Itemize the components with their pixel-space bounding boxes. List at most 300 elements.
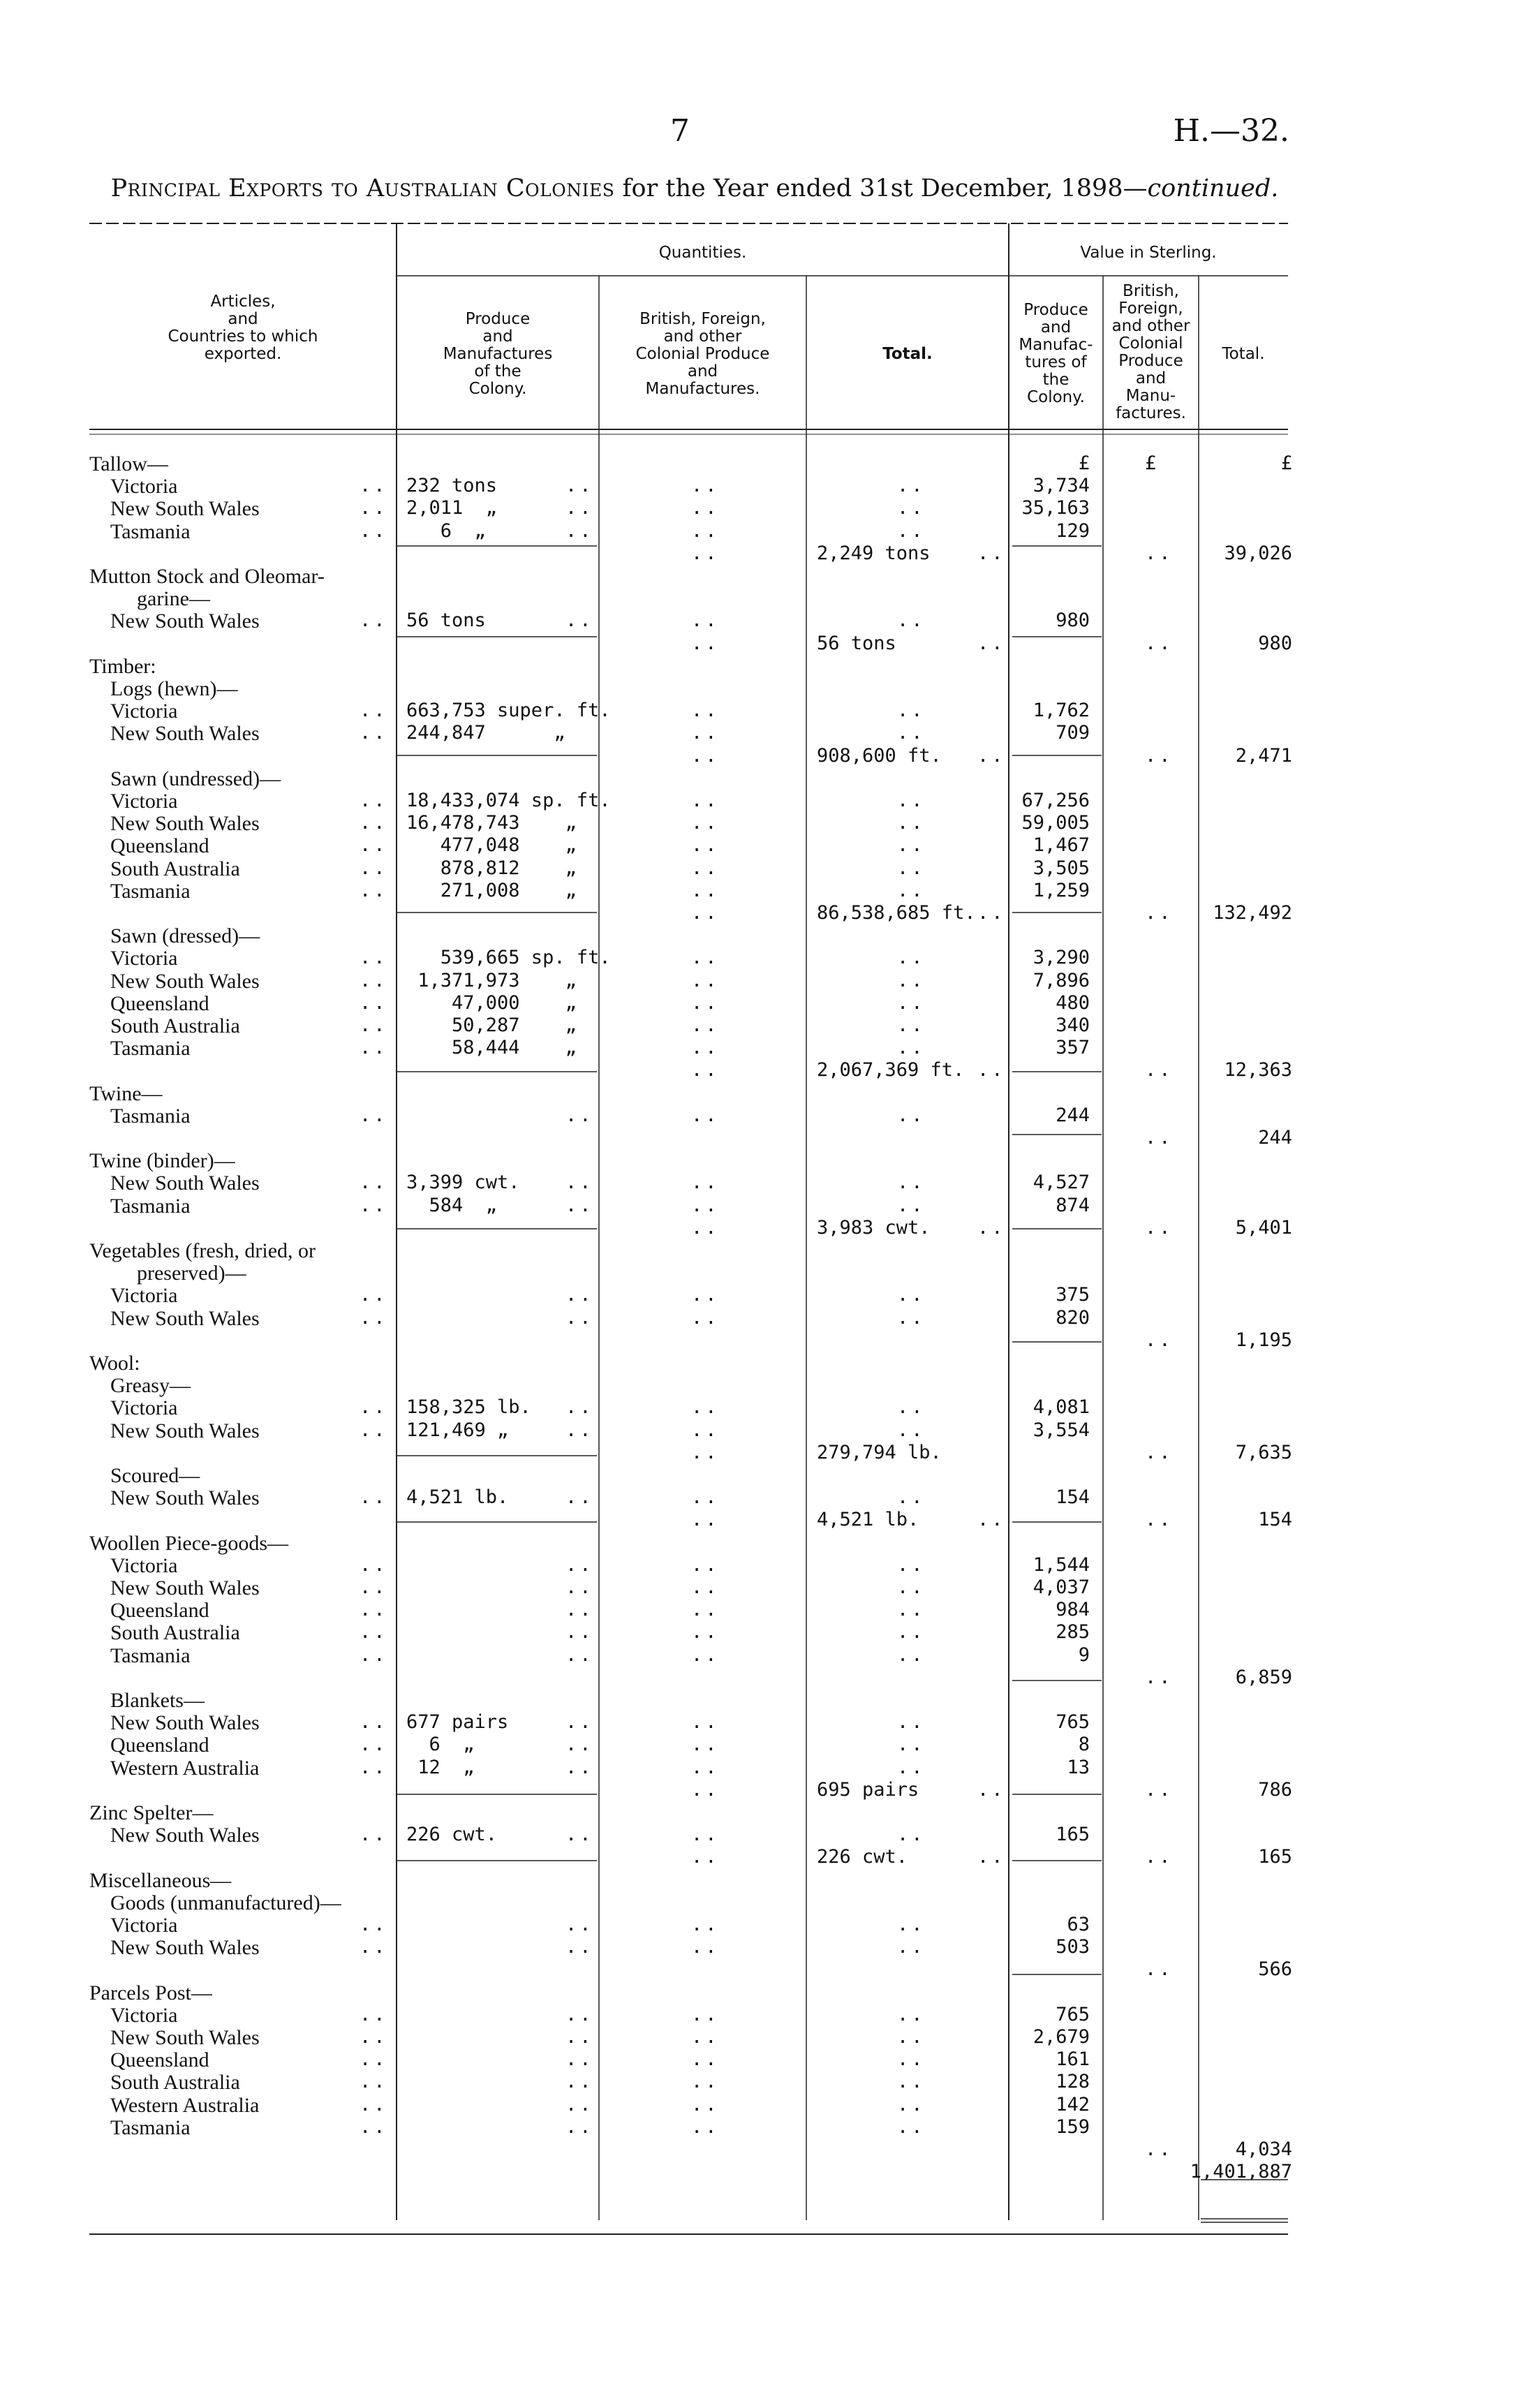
table-row bbox=[0, 1239, 1517, 1262]
leader-dots: .. bbox=[565, 1396, 594, 1418]
value-produce-cell: 980 bbox=[1056, 610, 1090, 631]
leader-dots: .. bbox=[897, 2048, 926, 2070]
leader-dots: .. bbox=[360, 1914, 388, 1935]
header-line: Foreign, bbox=[1118, 300, 1183, 318]
table-row bbox=[0, 1711, 1517, 1734]
table-row bbox=[0, 1307, 1517, 1329]
table-row bbox=[0, 2048, 1517, 2071]
british-quantity-cell: .. bbox=[691, 1711, 720, 1733]
british-quantity-cell: .. bbox=[691, 2048, 720, 2070]
table-row bbox=[0, 1599, 1517, 1621]
article-cell: South Australia bbox=[110, 1621, 240, 1644]
header-line: Colonial Produce bbox=[635, 345, 770, 363]
header-line: and other bbox=[1111, 317, 1190, 335]
value-british-cell: .. bbox=[1145, 1667, 1174, 1688]
leader-dots: .. bbox=[360, 1172, 388, 1193]
value-produce-cell: 285 bbox=[1056, 1621, 1090, 1643]
value-produce-cell: 1,259 bbox=[1033, 880, 1090, 901]
table-row bbox=[0, 1217, 1517, 1239]
table-row bbox=[0, 790, 1517, 812]
leader-dots: .. bbox=[897, 992, 926, 1014]
leader-dots: .. bbox=[897, 1037, 926, 1058]
leader-dots: .. bbox=[360, 857, 388, 879]
total-quantity-cell: 279,794 lb. bbox=[817, 1442, 942, 1463]
header-v-total: Total. bbox=[1222, 345, 1265, 363]
leader-dots: .. bbox=[360, 1195, 388, 1216]
produce-quantity-cell: 663,753 super. ft. bbox=[406, 700, 611, 721]
leader-dots: .. bbox=[360, 1621, 388, 1643]
table-row bbox=[0, 812, 1517, 834]
leader-dots: .. bbox=[977, 1779, 1006, 1801]
value-total-cell: 2,471 bbox=[1235, 745, 1292, 767]
table-row bbox=[0, 2004, 1517, 2026]
header-line: Produce bbox=[1023, 301, 1088, 319]
british-quantity-cell: .. bbox=[691, 1846, 720, 1868]
leader-dots: .. bbox=[897, 2094, 926, 2115]
article-cell: Wool: bbox=[89, 1352, 140, 1375]
leader-dots: .. bbox=[360, 992, 388, 1014]
value-total-cell: 5,401 bbox=[1235, 1217, 1292, 1239]
leader-dots: .. bbox=[360, 1396, 388, 1418]
value-produce-cell: 7,896 bbox=[1033, 970, 1090, 991]
article-cell: Victoria bbox=[110, 2004, 178, 2027]
leader-dots: .. bbox=[360, 2116, 388, 2138]
produce-quantity-cell: 677 pairs bbox=[406, 1711, 509, 1733]
total-quantity-cell: 86,538,685 ft. bbox=[817, 902, 976, 924]
leader-dots: .. bbox=[897, 1172, 926, 1193]
article-cell: New South Wales bbox=[110, 722, 260, 745]
header-line: exported. bbox=[204, 345, 282, 363]
article-cell: New South Wales bbox=[110, 970, 260, 993]
leader-dots: .. bbox=[360, 1307, 388, 1329]
table-row bbox=[0, 2139, 1517, 2161]
produce-quantity-cell: 232 tons bbox=[406, 475, 498, 496]
leader-dots: .. bbox=[897, 1105, 926, 1126]
table-row bbox=[0, 1419, 1517, 1442]
value-produce-cell: 244 bbox=[1056, 1105, 1090, 1126]
table-row bbox=[0, 722, 1517, 744]
table-row bbox=[0, 1644, 1517, 1667]
value-produce-cell: 9 bbox=[1078, 1644, 1090, 1666]
value-produce-cell: 63 bbox=[1067, 1914, 1090, 1935]
leader-dots: .. bbox=[897, 1419, 926, 1441]
leader-dots: .. bbox=[360, 1734, 388, 1755]
article-cell: New South Wales bbox=[110, 1486, 260, 1509]
british-quantity-cell: .. bbox=[691, 1734, 720, 1755]
table-row bbox=[0, 587, 1517, 610]
leader-dots: .. bbox=[360, 1486, 388, 1508]
table-row bbox=[0, 970, 1517, 992]
leader-dots: .. bbox=[360, 520, 388, 542]
header-line: and bbox=[482, 327, 513, 346]
value-produce-cell: 8 bbox=[1078, 1734, 1090, 1755]
produce-quantity-cell: 3,399 cwt. bbox=[406, 1172, 520, 1193]
leader-dots: .. bbox=[360, 1757, 388, 1778]
leader-dots: .. bbox=[565, 2048, 594, 2070]
leader-dots: .. bbox=[897, 834, 926, 856]
produce-quantity-cell: 6 „ bbox=[406, 520, 486, 542]
leader-dots: .. bbox=[360, 1936, 388, 1958]
leader-dots: .. bbox=[565, 1554, 594, 1576]
value-british-cell: .. bbox=[1145, 1958, 1174, 1980]
leader-dots: .. bbox=[360, 2094, 388, 2115]
leader-dots: .. bbox=[565, 610, 594, 631]
article-cell: Victoria bbox=[110, 790, 178, 813]
produce-quantity-cell: 12 „ bbox=[406, 1757, 475, 1778]
article-cell: New South Wales bbox=[110, 1936, 260, 1959]
value-produce-cell: 3,554 bbox=[1033, 1419, 1090, 1441]
british-quantity-cell: .. bbox=[691, 1824, 720, 1845]
leader-dots: .. bbox=[897, 475, 926, 496]
leader-dots: .. bbox=[360, 2004, 388, 2025]
produce-quantity-cell: 6 „ bbox=[406, 1734, 475, 1755]
leader-dots: .. bbox=[565, 497, 594, 519]
leader-dots: .. bbox=[897, 1284, 926, 1306]
header-line: Manufactures bbox=[443, 345, 553, 363]
article-cell: New South Wales bbox=[110, 812, 260, 835]
article-cell: New South Wales bbox=[110, 1576, 260, 1600]
value-total-cell: 1,401,887 bbox=[1190, 2161, 1292, 2182]
leader-dots: .. bbox=[897, 1757, 926, 1778]
leader-dots: .. bbox=[897, 1914, 926, 1935]
leader-dots: .. bbox=[565, 1419, 594, 1441]
article-cell: garine— bbox=[137, 587, 210, 610]
article-cell: Tasmania bbox=[110, 1195, 191, 1218]
leader-dots: .. bbox=[897, 497, 926, 519]
leader-dots: .. bbox=[897, 1711, 926, 1733]
table-row bbox=[0, 2116, 1517, 2139]
value-produce-cell: 35,163 bbox=[1021, 497, 1090, 519]
british-quantity-cell: .. bbox=[691, 1779, 720, 1801]
total-quantity-cell: 2,249 tons bbox=[817, 542, 931, 564]
header-line: Colonial bbox=[1118, 334, 1183, 353]
british-quantity-cell: .. bbox=[691, 2004, 720, 2025]
leader-dots: .. bbox=[897, 2004, 926, 2025]
total-quantity-cell: 56 tons bbox=[817, 633, 896, 654]
value-british-cell: .. bbox=[1145, 542, 1174, 564]
leader-dots: .. bbox=[360, 1599, 388, 1620]
table-row bbox=[0, 1262, 1517, 1284]
leader-dots: .. bbox=[897, 2116, 926, 2138]
value-total-cell: 7,635 bbox=[1235, 1442, 1292, 1463]
leader-dots: .. bbox=[565, 1486, 594, 1508]
page-number: 7 bbox=[670, 113, 690, 149]
value-produce-cell: 984 bbox=[1056, 1599, 1090, 1620]
title-continued: continued. bbox=[1147, 175, 1279, 202]
leader-dots: .. bbox=[360, 790, 388, 811]
value-produce-cell: 357 bbox=[1056, 1037, 1090, 1058]
article-cell: Victoria bbox=[110, 947, 178, 970]
leader-dots: .. bbox=[360, 1644, 388, 1666]
header-line: Manufac- bbox=[1019, 336, 1093, 354]
value-total-cell: 39,026 bbox=[1224, 542, 1292, 564]
leader-dots: .. bbox=[565, 1914, 594, 1935]
value-produce-cell: 765 bbox=[1056, 2004, 1090, 2025]
value-total-cell: £ bbox=[1280, 452, 1292, 474]
leader-dots: .. bbox=[565, 1172, 594, 1193]
leader-dots: .. bbox=[565, 1621, 594, 1643]
table-row bbox=[0, 947, 1517, 969]
article-cell: Woollen Piece-goods— bbox=[89, 1532, 289, 1555]
table-row bbox=[0, 1667, 1517, 1689]
leader-dots: .. bbox=[897, 1644, 926, 1666]
article-cell: Miscellaneous— bbox=[89, 1869, 232, 1892]
british-quantity-cell: .. bbox=[691, 1486, 720, 1508]
produce-quantity-cell: 121,469 „ bbox=[406, 1419, 509, 1441]
table-row bbox=[0, 1981, 1517, 2004]
table-row bbox=[0, 1869, 1517, 1891]
leader-dots: .. bbox=[360, 610, 388, 631]
table-row bbox=[0, 902, 1517, 924]
british-quantity-cell: .. bbox=[691, 1914, 720, 1935]
value-produce-cell: 874 bbox=[1056, 1195, 1090, 1216]
produce-quantity-cell: 158,325 lb. bbox=[406, 1396, 531, 1418]
table-row bbox=[0, 1824, 1517, 1846]
british-quantity-cell: .. bbox=[691, 2026, 720, 2048]
produce-quantity-cell: 18,433,074 sp. ft. bbox=[406, 790, 611, 811]
leader-dots: .. bbox=[360, 970, 388, 991]
header-line: and bbox=[1040, 318, 1072, 337]
value-total-cell: 786 bbox=[1258, 1779, 1292, 1801]
leader-dots: .. bbox=[897, 1396, 926, 1418]
leader-dots: .. bbox=[360, 1014, 388, 1036]
value-total-cell: 1,195 bbox=[1235, 1329, 1292, 1351]
table-row bbox=[0, 1082, 1517, 1105]
produce-quantity-cell: 56 tons bbox=[406, 610, 486, 631]
header-line: tures of bbox=[1025, 353, 1087, 371]
value-total-cell: 165 bbox=[1258, 1846, 1292, 1868]
value-produce-cell: 59,005 bbox=[1021, 812, 1090, 834]
value-produce-cell: 3,505 bbox=[1033, 857, 1090, 879]
leader-dots: .. bbox=[565, 1824, 594, 1845]
value-produce-cell: 159 bbox=[1056, 2116, 1090, 2138]
british-quantity-cell: .. bbox=[691, 542, 720, 564]
value-produce-cell: 165 bbox=[1056, 1824, 1090, 1845]
table-row bbox=[0, 1554, 1517, 1576]
british-quantity-cell: .. bbox=[691, 902, 720, 924]
article-cell: Scoured— bbox=[110, 1464, 200, 1487]
british-quantity-cell: .. bbox=[691, 700, 720, 721]
value-british-cell: .. bbox=[1145, 902, 1174, 924]
leader-dots: .. bbox=[977, 1509, 1006, 1530]
table-row bbox=[0, 542, 1517, 565]
total-quantity-cell: 4,521 lb. bbox=[817, 1509, 919, 1530]
table-row bbox=[0, 1958, 1517, 1981]
leader-dots: .. bbox=[565, 1284, 594, 1306]
total-quantity-cell: 695 pairs bbox=[817, 1779, 919, 1801]
table-row bbox=[0, 1914, 1517, 1936]
value-british-cell: .. bbox=[1145, 745, 1174, 767]
article-cell: New South Wales bbox=[110, 610, 260, 633]
leader-dots: .. bbox=[897, 1195, 926, 1216]
leader-dots: .. bbox=[897, 1486, 926, 1508]
article-cell: Victoria bbox=[110, 1284, 178, 1307]
produce-quantity-cell: 539,665 sp. ft. bbox=[406, 947, 611, 968]
table-row bbox=[0, 475, 1517, 497]
article-cell: Twine (binder)— bbox=[89, 1149, 235, 1172]
value-british-cell: .. bbox=[1145, 1329, 1174, 1351]
header-q-total: Total. bbox=[882, 345, 933, 363]
leader-dots: .. bbox=[565, 520, 594, 542]
article-cell: Mutton Stock and Oleomar- bbox=[89, 565, 325, 588]
value-british-cell: .. bbox=[1145, 1127, 1174, 1148]
table-row bbox=[0, 1801, 1517, 1824]
leader-dots: .. bbox=[360, 475, 388, 496]
british-quantity-cell: .. bbox=[691, 812, 720, 834]
value-british-cell: .. bbox=[1145, 1217, 1174, 1239]
table-row bbox=[0, 610, 1517, 632]
british-quantity-cell: .. bbox=[691, 970, 720, 991]
table-row bbox=[0, 565, 1517, 587]
leader-dots: .. bbox=[897, 722, 926, 744]
value-produce-cell: 4,081 bbox=[1033, 1396, 1090, 1418]
article-cell: Sawn (undressed)— bbox=[110, 767, 281, 790]
british-quantity-cell: .. bbox=[691, 992, 720, 1014]
value-british-cell: .. bbox=[1145, 1059, 1174, 1081]
value-total-cell: 980 bbox=[1258, 633, 1292, 654]
leader-dots: .. bbox=[977, 633, 1006, 654]
leader-dots: .. bbox=[565, 2004, 594, 2025]
article-cell: Logs (hewn)— bbox=[110, 677, 238, 700]
leader-dots: .. bbox=[897, 2026, 926, 2048]
leader-dots: .. bbox=[360, 2071, 388, 2092]
value-british-cell: .. bbox=[1145, 1442, 1174, 1463]
table-row bbox=[0, 1329, 1517, 1352]
article-cell: Queensland bbox=[110, 992, 209, 1015]
total-quantity-cell: 226 cwt. bbox=[817, 1846, 908, 1868]
leader-dots: .. bbox=[565, 1711, 594, 1733]
leader-dots: .. bbox=[897, 1576, 926, 1598]
value-produce-cell: 820 bbox=[1056, 1307, 1090, 1329]
article-cell: South Australia bbox=[110, 857, 240, 880]
leader-dots: .. bbox=[360, 700, 388, 721]
value-produce-cell: 1,467 bbox=[1033, 834, 1090, 856]
header-line: Produce bbox=[465, 310, 531, 328]
leader-dots: .. bbox=[897, 1554, 926, 1576]
value-total-cell: 244 bbox=[1258, 1127, 1292, 1148]
british-quantity-cell: .. bbox=[691, 1554, 720, 1576]
value-total-cell: 12,363 bbox=[1224, 1059, 1292, 1081]
leader-dots: .. bbox=[360, 497, 388, 519]
article-cell: Tasmania bbox=[110, 880, 191, 903]
article-cell: Blankets— bbox=[110, 1689, 205, 1712]
leader-dots: .. bbox=[897, 1599, 926, 1620]
value-produce-cell: 13 bbox=[1067, 1757, 1090, 1778]
produce-quantity-cell: 878,812 „ bbox=[406, 857, 577, 879]
leader-dots: .. bbox=[897, 947, 926, 968]
leader-dots: .. bbox=[565, 1936, 594, 1958]
table-row bbox=[0, 1532, 1517, 1554]
table-row bbox=[0, 1486, 1517, 1509]
table-row bbox=[0, 1172, 1517, 1194]
article-cell: Victoria bbox=[110, 475, 178, 498]
article-cell: New South Wales bbox=[110, 1711, 260, 1734]
leader-dots: .. bbox=[360, 1419, 388, 1441]
table-row bbox=[0, 1779, 1517, 1801]
document-reference: H.—32. bbox=[1173, 113, 1289, 149]
produce-quantity-cell: 477,048 „ bbox=[406, 834, 577, 856]
leader-dots: .. bbox=[565, 475, 594, 496]
table-row bbox=[0, 1195, 1517, 1217]
british-quantity-cell: .. bbox=[691, 1059, 720, 1081]
british-quantity-cell: .. bbox=[691, 1757, 720, 1778]
value-produce-cell: 375 bbox=[1056, 1284, 1090, 1306]
table-row bbox=[0, 2071, 1517, 2093]
british-quantity-cell: .. bbox=[691, 1195, 720, 1216]
leader-dots: .. bbox=[897, 970, 926, 991]
header-line: British, bbox=[1123, 282, 1179, 300]
value-total-cell: 4,034 bbox=[1235, 2139, 1292, 2160]
article-cell: Twine— bbox=[89, 1082, 163, 1105]
produce-quantity-cell: 2,011 „ bbox=[406, 497, 498, 519]
header-line: and bbox=[228, 310, 258, 328]
article-cell: South Australia bbox=[110, 2071, 240, 2094]
value-british-cell: .. bbox=[1145, 1846, 1174, 1868]
leader-dots: .. bbox=[897, 1621, 926, 1643]
table-row bbox=[0, 1509, 1517, 1531]
leader-dots: .. bbox=[360, 722, 388, 744]
british-quantity-cell: .. bbox=[691, 947, 720, 968]
article-cell: Victoria bbox=[110, 1396, 178, 1419]
leader-dots: .. bbox=[360, 1105, 388, 1126]
article-cell: South Australia bbox=[110, 1014, 240, 1037]
british-quantity-cell: .. bbox=[691, 1576, 720, 1598]
table-row bbox=[0, 1464, 1517, 1486]
value-british-cell: £ bbox=[1145, 452, 1160, 474]
header-line: British, Foreign, bbox=[639, 310, 766, 328]
leader-dots: .. bbox=[360, 1284, 388, 1306]
leader-dots: .. bbox=[565, 1307, 594, 1329]
table-row bbox=[0, 880, 1517, 902]
leader-dots: .. bbox=[360, 1554, 388, 1576]
table-row bbox=[0, 1149, 1517, 1172]
leader-dots: .. bbox=[360, 1037, 388, 1058]
value-british-cell: .. bbox=[1145, 2139, 1174, 2160]
table-row bbox=[0, 1037, 1517, 1059]
leader-dots: .. bbox=[360, 1711, 388, 1733]
header-line: Colony. bbox=[1027, 388, 1085, 406]
table-row bbox=[0, 1891, 1517, 1914]
leader-dots: .. bbox=[977, 1217, 1006, 1239]
leader-dots: .. bbox=[360, 1576, 388, 1598]
british-quantity-cell: .. bbox=[691, 1037, 720, 1058]
value-produce-cell: 4,037 bbox=[1033, 1576, 1090, 1598]
leader-dots: .. bbox=[565, 2026, 594, 2048]
leader-dots: .. bbox=[360, 2026, 388, 2048]
leader-dots: .. bbox=[565, 1599, 594, 1620]
leader-dots: .. bbox=[360, 1824, 388, 1845]
leader-dots: .. bbox=[897, 520, 926, 542]
table-row bbox=[0, 1396, 1517, 1419]
produce-quantity-cell: 271,008 „ bbox=[406, 880, 577, 901]
article-cell: Greasy— bbox=[110, 1374, 191, 1397]
table-row bbox=[0, 1059, 1517, 1081]
leader-dots: .. bbox=[897, 790, 926, 811]
leader-dots: .. bbox=[360, 880, 388, 901]
table-row bbox=[0, 992, 1517, 1014]
produce-quantity-cell: 1,371,973 „ bbox=[406, 970, 577, 991]
leader-dots: .. bbox=[360, 947, 388, 968]
british-quantity-cell: .. bbox=[691, 722, 720, 744]
british-quantity-cell: .. bbox=[691, 1644, 720, 1666]
header-line: Manufactures. bbox=[645, 380, 760, 398]
article-cell: New South Wales bbox=[110, 2026, 260, 2049]
article-cell: Queensland bbox=[110, 2048, 209, 2071]
british-quantity-cell: .. bbox=[691, 1105, 720, 1126]
header-line: and other bbox=[663, 327, 742, 346]
leader-dots: .. bbox=[977, 1059, 1006, 1081]
table-row bbox=[0, 1621, 1517, 1644]
